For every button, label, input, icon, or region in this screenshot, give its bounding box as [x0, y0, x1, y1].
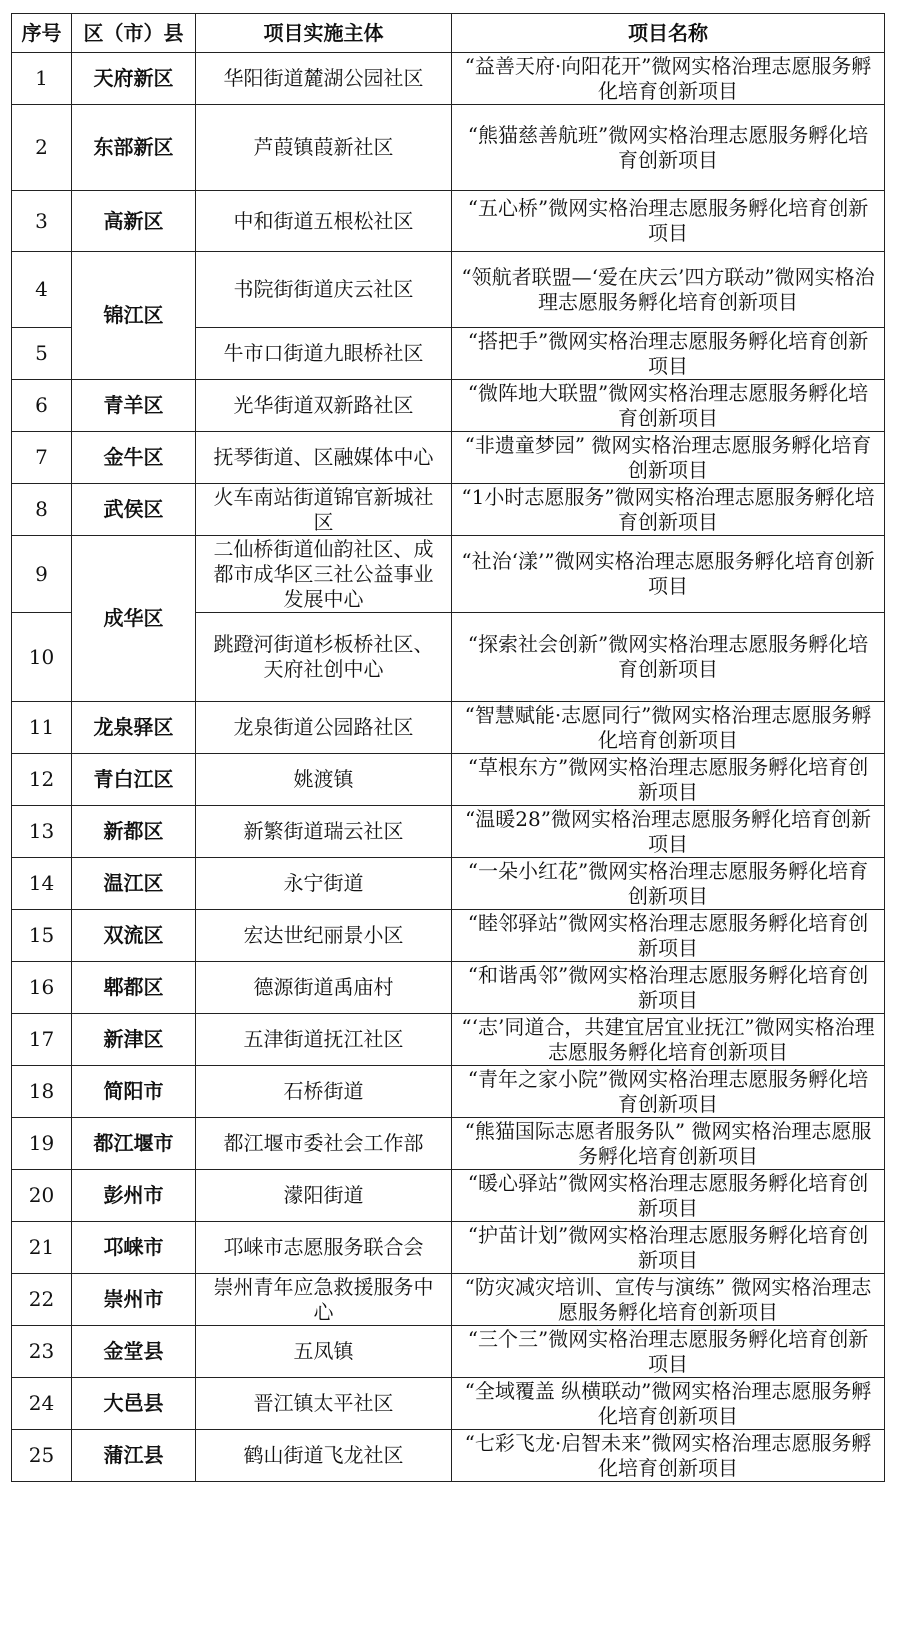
- row-entity: 书院街街道庆云社区: [196, 252, 452, 328]
- row-seq: 25: [12, 1430, 72, 1482]
- row-entity: 芦葭镇葭新社区: [196, 105, 452, 191]
- row-project: “草根东方”微网实格治理志愿服务孵化培育创新项目: [452, 754, 885, 806]
- row-district: 新都区: [72, 806, 196, 858]
- header-entity: 项目实施主体: [196, 14, 452, 53]
- row-district: 蒲江县: [72, 1430, 196, 1482]
- row-district: 都江堰市: [72, 1118, 196, 1170]
- row-seq: 6: [12, 380, 72, 432]
- table-row: [12, 1326, 885, 1378]
- row-entity: 火车南站街道锦官新城社区: [196, 484, 452, 536]
- row-seq: 9: [12, 536, 72, 613]
- table-row: [12, 1274, 885, 1326]
- row-project: “一朵小红花”微网实格治理志愿服务孵化培育创新项目: [452, 858, 885, 910]
- row-seq: 5: [12, 328, 72, 380]
- row-entity: 永宁街道: [196, 858, 452, 910]
- row-district: 成华区: [72, 536, 196, 702]
- row-project: “睦邻驿站”微网实格治理志愿服务孵化培育创新项目: [452, 910, 885, 962]
- row-district: 双流区: [72, 910, 196, 962]
- table-row: [12, 536, 885, 613]
- row-seq: 2: [12, 105, 72, 191]
- row-district: 东部新区: [72, 105, 196, 191]
- row-seq: 23: [12, 1326, 72, 1378]
- row-project: “微阵地大联盟”微网实格治理志愿服务孵化培育创新项目: [452, 380, 885, 432]
- row-entity: 鹤山街道飞龙社区: [196, 1430, 452, 1482]
- row-entity: 姚渡镇: [196, 754, 452, 806]
- row-district: 郫都区: [72, 962, 196, 1014]
- row-project: “五心桥”微网实格治理志愿服务孵化培育创新项目: [452, 191, 885, 252]
- row-entity: 邛崃市志愿服务联合会: [196, 1222, 452, 1274]
- row-project: “熊猫国际志愿者服务队” 微网实格治理志愿服务孵化培育创新项目: [452, 1118, 885, 1170]
- header-district: 区（市）县: [72, 14, 196, 53]
- row-seq: 14: [12, 858, 72, 910]
- row-district: 邛崃市: [72, 1222, 196, 1274]
- table-row: [12, 1378, 885, 1430]
- row-seq: 1: [12, 53, 72, 105]
- table-row: [12, 962, 885, 1014]
- header-row: [12, 14, 885, 53]
- row-entity: 德源街道禹庙村: [196, 962, 452, 1014]
- header-project: 项目名称: [452, 14, 885, 53]
- row-entity: 新繁街道瑞云社区: [196, 806, 452, 858]
- row-project: “社治‘漾’”微网实格治理志愿服务孵化培育创新项目: [452, 536, 885, 613]
- table-row: [12, 484, 885, 536]
- row-seq: 16: [12, 962, 72, 1014]
- row-seq: 13: [12, 806, 72, 858]
- row-seq: 8: [12, 484, 72, 536]
- row-district: 金牛区: [72, 432, 196, 484]
- row-project: “全域覆盖 纵横联动”微网实格治理志愿服务孵化培育创新项目: [452, 1378, 885, 1430]
- row-entity: 五津街道抚江社区: [196, 1014, 452, 1066]
- row-project: “探索社会创新”微网实格治理志愿服务孵化培育创新项目: [452, 613, 885, 702]
- table-row: [12, 1222, 885, 1274]
- row-project: “三个三”微网实格治理志愿服务孵化培育创新项目: [452, 1326, 885, 1378]
- row-seq: 12: [12, 754, 72, 806]
- row-project: “七彩飞龙·启智未来”微网实格治理志愿服务孵化培育创新项目: [452, 1430, 885, 1482]
- row-seq: 4: [12, 252, 72, 328]
- row-entity: 崇州青年应急救援服务中心: [196, 1274, 452, 1326]
- table-row: [12, 702, 885, 754]
- row-entity: 牛市口街道九眼桥社区: [196, 328, 452, 380]
- row-project: “温暖28”微网实格治理志愿服务孵化培育创新项目: [452, 806, 885, 858]
- row-entity: 抚琴街道、区融媒体中心: [196, 432, 452, 484]
- row-project: “益善天府·向阳花开”微网实格治理志愿服务孵化培育创新项目: [452, 53, 885, 105]
- row-district: 大邑县: [72, 1378, 196, 1430]
- table-row: [12, 858, 885, 910]
- row-project: “熊猫慈善航班”微网实格治理志愿服务孵化培育创新项目: [452, 105, 885, 191]
- table-row: [12, 1170, 885, 1222]
- table-row: [12, 910, 885, 962]
- row-project: “智慧赋能·志愿同行”微网实格治理志愿服务孵化培育创新项目: [452, 702, 885, 754]
- row-district: 武侯区: [72, 484, 196, 536]
- row-entity: 晋江镇太平社区: [196, 1378, 452, 1430]
- row-district: 天府新区: [72, 53, 196, 105]
- row-project: “非遗童梦园” 微网实格治理志愿服务孵化培育创新项目: [452, 432, 885, 484]
- row-entity: 濛阳街道: [196, 1170, 452, 1222]
- row-entity: 都江堰市委社会工作部: [196, 1118, 452, 1170]
- table-row: [12, 1066, 885, 1118]
- row-district: 金堂县: [72, 1326, 196, 1378]
- project-table: [11, 13, 885, 1482]
- row-seq: 18: [12, 1066, 72, 1118]
- row-entity: 跳蹬河街道杉板桥社区、天府社创中心: [196, 613, 452, 702]
- row-district: 青羊区: [72, 380, 196, 432]
- table-row: [12, 1014, 885, 1066]
- header-seq: 序号: [12, 14, 72, 53]
- row-seq: 20: [12, 1170, 72, 1222]
- row-seq: 21: [12, 1222, 72, 1274]
- row-district: 温江区: [72, 858, 196, 910]
- row-entity: 二仙桥街道仙韵社区、成都市成华区三社公益事业发展中心: [196, 536, 452, 613]
- row-entity: 龙泉街道公园路社区: [196, 702, 452, 754]
- table-row: [12, 53, 885, 105]
- row-entity: 华阳街道麓湖公园社区: [196, 53, 452, 105]
- row-district: 高新区: [72, 191, 196, 252]
- table-row: [12, 754, 885, 806]
- row-seq: 7: [12, 432, 72, 484]
- row-project: “暖心驿站”微网实格治理志愿服务孵化培育创新项目: [452, 1170, 885, 1222]
- row-project: “护苗计划”微网实格治理志愿服务孵化培育创新项目: [452, 1222, 885, 1274]
- row-entity: 光华街道双新路社区: [196, 380, 452, 432]
- row-seq: 11: [12, 702, 72, 754]
- row-district: 青白江区: [72, 754, 196, 806]
- row-project: “搭把手”微网实格治理志愿服务孵化培育创新项目: [452, 328, 885, 380]
- row-district: 锦江区: [72, 252, 196, 380]
- row-project: “和谐禹邻”微网实格治理志愿服务孵化培育创新项目: [452, 962, 885, 1014]
- row-project: “1小时志愿服务”微网实格治理志愿服务孵化培育创新项目: [452, 484, 885, 536]
- row-project: “领航者联盟—‘爱在庆云’四方联动”微网实格治理志愿服务孵化培育创新项目: [452, 252, 885, 328]
- row-entity: 五凤镇: [196, 1326, 452, 1378]
- row-seq: 3: [12, 191, 72, 252]
- row-seq: 10: [12, 613, 72, 702]
- table-row: [12, 1430, 885, 1482]
- row-seq: 15: [12, 910, 72, 962]
- row-seq: 17: [12, 1014, 72, 1066]
- table-row: [12, 105, 885, 191]
- row-project: “青年之家小院”微网实格治理志愿服务孵化培育创新项目: [452, 1066, 885, 1118]
- row-district: 新津区: [72, 1014, 196, 1066]
- row-entity: 宏达世纪丽景小区: [196, 910, 452, 962]
- row-seq: 19: [12, 1118, 72, 1170]
- row-district: 龙泉驿区: [72, 702, 196, 754]
- table-row: [12, 1118, 885, 1170]
- table-row: [12, 252, 885, 328]
- row-seq: 22: [12, 1274, 72, 1326]
- row-seq: 24: [12, 1378, 72, 1430]
- row-district: 简阳市: [72, 1066, 196, 1118]
- row-project: “‘志’同道合，共建宜居宜业抚江”微网实格治理志愿服务孵化培育创新项目: [452, 1014, 885, 1066]
- table-row: [12, 191, 885, 252]
- row-project: “防灾减灾培训、宣传与演练” 微网实格治理志愿服务孵化培育创新项目: [452, 1274, 885, 1326]
- table-row: [12, 432, 885, 484]
- row-entity: 石桥街道: [196, 1066, 452, 1118]
- row-district: 崇州市: [72, 1274, 196, 1326]
- table-row: [12, 806, 885, 858]
- table-row: [12, 380, 885, 432]
- row-entity: 中和街道五根松社区: [196, 191, 452, 252]
- row-district: 彭州市: [72, 1170, 196, 1222]
